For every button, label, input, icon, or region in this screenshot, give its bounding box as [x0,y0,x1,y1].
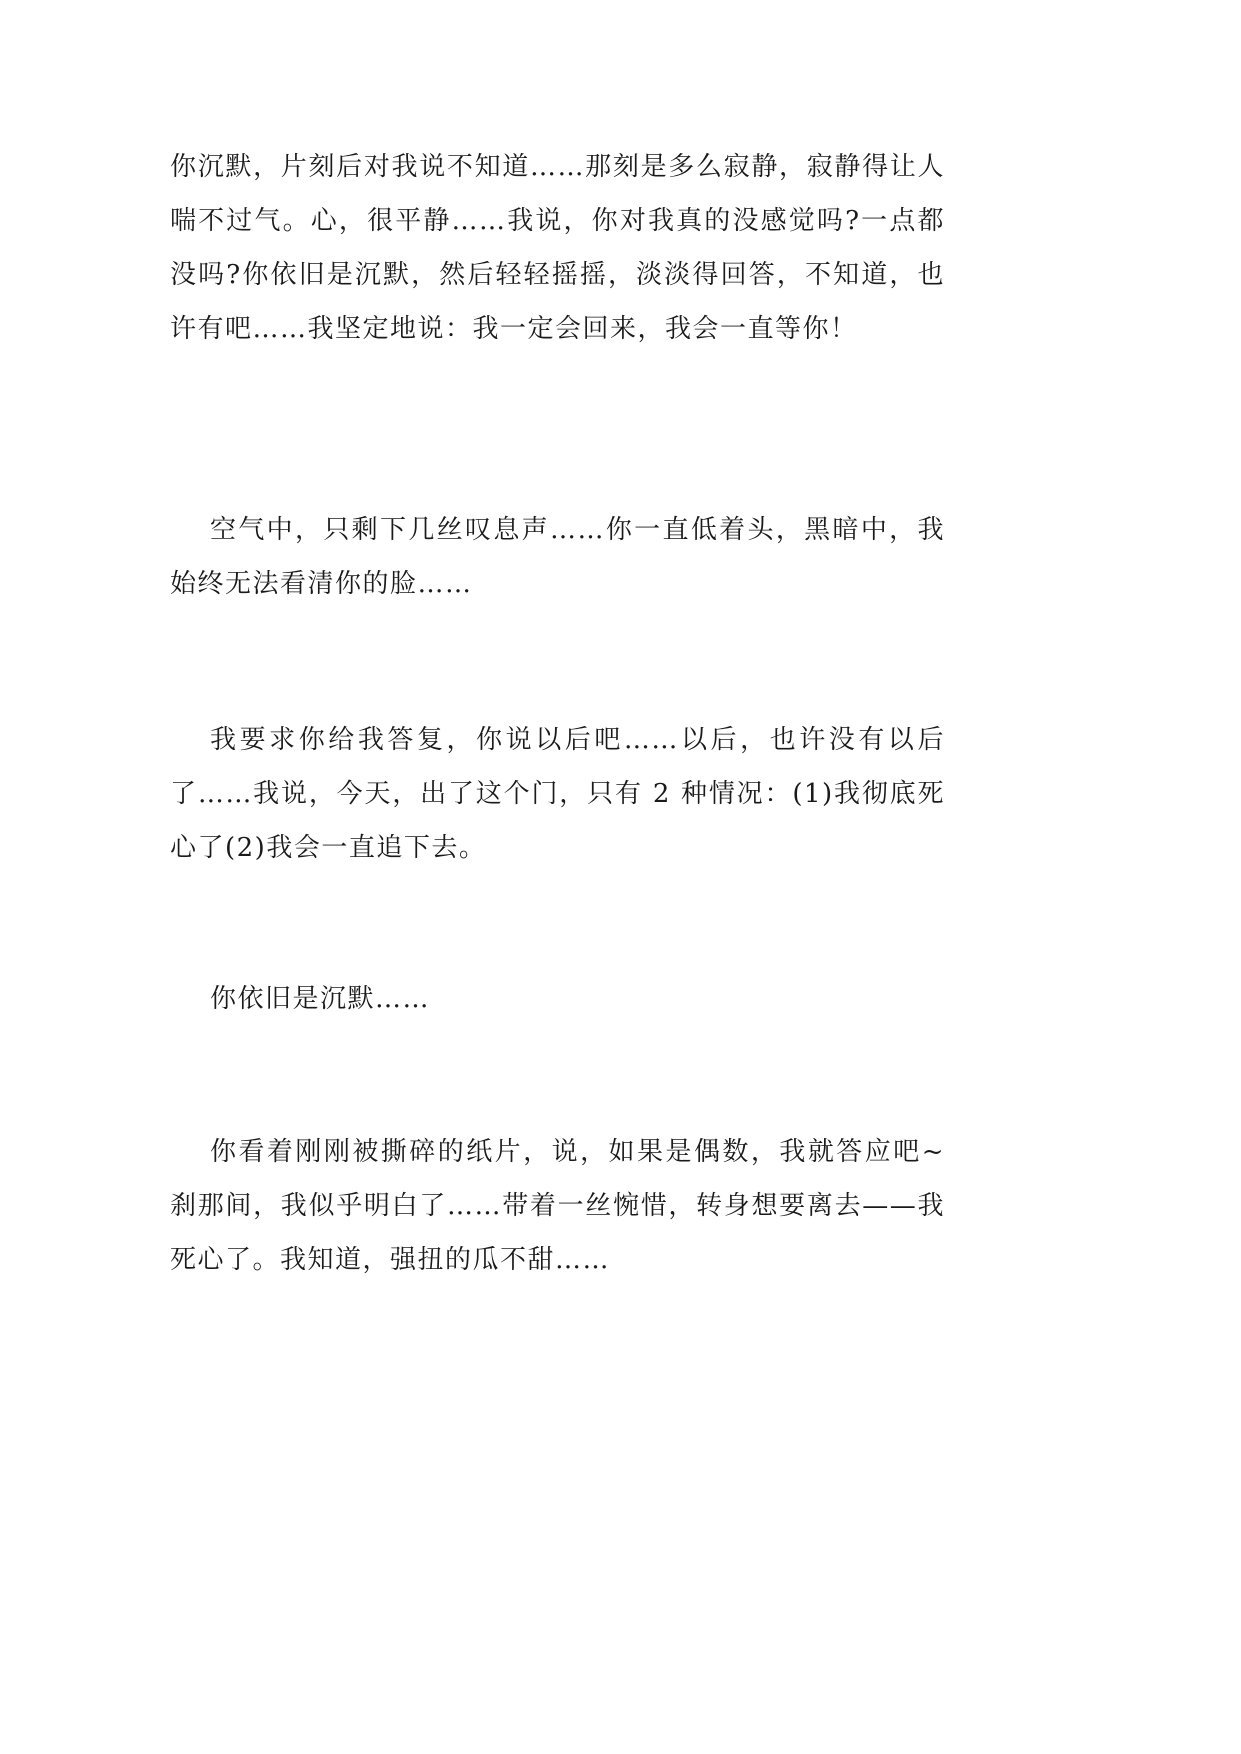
paragraph-5: 你看着刚刚被撕碎的纸片，说，如果是偶数，我就答应吧~刹那间，我似乎明白了……带着一丝惋惜，转身想要离去——我死心了。我知道，强扭的瓜不甜…… [170,1137,945,1275]
paragraph-2: 空气中，只剩下几丝叹息声……你一直低着头，黑暗中，我始终无法看清你的脸…… [170,515,945,599]
paragraph-4: 你依旧是沉默…… [210,984,431,1014]
paragraph-3: 我要求你给我答复，你说以后吧……以后，也许没有以后了……我说，今天，出了这个门，只有 2 种情况：(1)我彻底死心了(2)我会一直追下去。 [170,725,945,863]
paragraph-1: 你沉默，片刻后对我说不知道……那刻是多么寂静，寂静得让人喘不过气。心，很平静……我说，你对我真的没感觉吗?一点都没吗?你依旧是沉默，然后轻轻摇摇，淡淡得回答，不知道，也许有吧……我坚定地说：我一定会回来，我会一直等你！ [170,152,945,344]
